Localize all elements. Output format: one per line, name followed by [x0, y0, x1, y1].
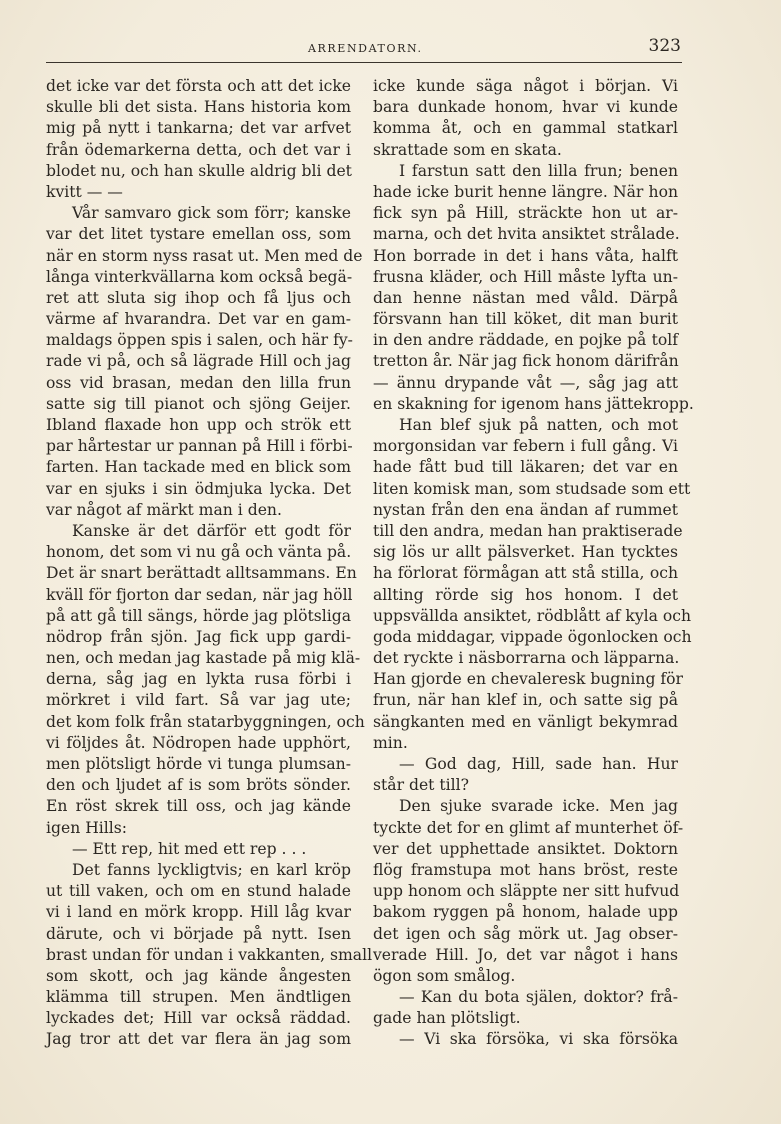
text-line: fick syn på Hill, sträckte hon ut ar-	[373, 204, 678, 223]
text-line: nystan från den ena ändan af rummet	[373, 500, 678, 519]
right-text-column	[373, 76, 694, 1051]
text-line: ögon som smålog.	[373, 966, 516, 985]
text-line: skulle bli det sista. Hans historia kom	[46, 98, 351, 117]
text-line: honom, det som vi nu gå och vänta på.	[46, 543, 352, 562]
text-line: — Vi ska försöka, vi ska försöka	[399, 1030, 678, 1049]
text-line: in den andre räddade, en pojke på tolf	[373, 331, 678, 350]
text-line: det kom folk från statarbyggningen, och	[46, 712, 365, 731]
text-line: långa vinterkvällarna kom också begä-	[46, 267, 353, 286]
text-line: allting rörde sig hos honom. I det	[373, 585, 678, 604]
header-rule	[46, 62, 682, 63]
text-line: — God dag, Hill, sade han. Hur	[399, 755, 678, 773]
text-line: farten. Han tackade med en blick som	[46, 458, 351, 477]
text-line: morgonsidan var febern i full gång. Vi	[373, 437, 678, 456]
text-line: derna, såg jag en lykta rusa förbi i	[46, 670, 351, 689]
text-line: frun, när han klef in, och satte sig på	[373, 691, 678, 710]
text-line: uppsvällda ansiktet, rödblått af kyla och	[373, 606, 692, 625]
text-line: icke kunde säga något i början. Vi	[373, 77, 678, 95]
text-line: när en storm nyss rasat ut. Men med de	[46, 246, 363, 265]
text-line: blodet nu, och han skulle aldrig bli det	[46, 161, 352, 180]
text-line: Han blef sjuk på natten, och mot	[399, 416, 678, 434]
text-line: Kanske är det därför ett godt för	[72, 521, 351, 540]
text-line: En röst skrek till oss, och jag kände	[46, 797, 351, 816]
text-line: Hon borrade in det i hans våta, halft	[373, 246, 678, 265]
text-line: ret att sluta sig ihop och få ljus och	[46, 288, 351, 307]
text-line: ver det upphettade ansiktet. Doktorn	[373, 839, 678, 858]
text-line: Den sjuke svarade icke. Men jag	[399, 797, 678, 816]
text-line: Det fanns lyckligtvis; en karl kröp	[72, 860, 351, 879]
text-line: igen Hills:	[46, 818, 128, 837]
text-line: försvann han till köket, dit man burit	[373, 310, 678, 329]
text-line: var en sjuks i sin ödmjuka lycka. Det	[46, 479, 351, 498]
text-line: det ryckte i näsborrarna och läpparna.	[373, 649, 680, 668]
text-line: maldags öppen spis i salen, och här fy-	[46, 331, 353, 350]
text-line: Ibland flaxade hon upp och strök ett	[46, 416, 351, 434]
text-line: som skott, och jag kände ångesten	[46, 966, 351, 985]
text-line: liten komisk man, som studsade som ett	[373, 479, 691, 498]
text-line: kvitt — —	[46, 182, 123, 201]
text-line: hade icke burit henne längre. När hon	[373, 182, 678, 201]
text-line: det igen och såg mörk ut. Jag obser-	[373, 924, 678, 943]
text-line: lyckades det; Hill var också räddad.	[46, 1009, 351, 1028]
text-line: bara dunkade honom, hvar vi kunde	[373, 98, 678, 117]
text-line: dan henne nästan med våld. Därpå	[373, 288, 678, 307]
text-line: par hårtestar ur pannan på Hill i förbi-	[46, 437, 353, 456]
text-line: goda middagar, vippade ögonlocken och	[373, 627, 692, 646]
text-line: mig på nytt i tankarna; det var arfvet	[46, 119, 351, 138]
text-line: sängkanten med en vänligt bekymrad	[373, 712, 678, 731]
text-line: var det litet tystare emellan oss, som	[46, 225, 351, 244]
text-line: tretton år. När jag fick honom därifrån	[373, 352, 679, 371]
text-line: tyckte det for en glimt af munterhet öf-	[373, 818, 684, 837]
text-line: Han gjorde en chevaleresk bugning för	[373, 670, 684, 689]
text-line: I farstun satt den lilla frun; benen	[399, 161, 678, 180]
text-line: — ännu drypande våt —, såg jag att	[373, 373, 678, 392]
text-line: hade fått bud till läkaren; det var en	[373, 458, 678, 477]
text-line: det icke var det första och att det icke	[46, 77, 351, 95]
text-line: — Kan du bota själen, doktor? frå-	[399, 988, 678, 1007]
text-line: komma åt, och en gammal statkarl	[373, 119, 678, 138]
text-line: på att gå till sängs, hörde jag plötsliga	[46, 606, 351, 625]
text-line: marna, och det hvita ansiktet strålade.	[373, 225, 680, 244]
text-line: Vår samvaro gick som förr; kanske	[72, 204, 351, 223]
page-number: 323	[648, 36, 681, 56]
text-line: ha förlorat förmågan att stå stilla, och	[373, 564, 678, 583]
text-line: rade vi på, och så lägrade Hill och jag	[46, 352, 351, 371]
text-line: skrattade som en skata.	[373, 140, 562, 159]
text-line: en skakning for igenom hans jättekropp.	[373, 394, 694, 413]
text-line: satte sig till pianot och sjöng Geijer.	[46, 394, 351, 413]
text-line: därute, och vi började på nytt. Isen	[46, 924, 351, 943]
text-line: Det är snart berättadt alltsammans. En	[46, 564, 357, 583]
text-line: till den andra, medan han praktiserade	[373, 521, 683, 540]
text-line: bakom ryggen på honom, halade upp	[373, 903, 678, 922]
left-text-column	[46, 76, 373, 1051]
text-line: nen, och medan jag kastade på mig klä-	[46, 649, 361, 668]
text-line: flög framstupa mot hans bröst, reste	[373, 860, 678, 879]
text-line: men plötsligt hörde vi tunga plumsan-	[46, 755, 351, 773]
text-line: min.	[373, 733, 408, 752]
text-line: värme af hvarandra. Det var en gam-	[46, 310, 351, 329]
text-line: klämma till strupen. Men ändtligen	[46, 988, 351, 1007]
text-line: sig lös ur allt pälsverket. Han tycktes	[373, 543, 678, 562]
text-line: gade han plötsligt.	[373, 1009, 521, 1028]
page-header	[46, 38, 681, 60]
running-title: ARRENDATORN.	[308, 42, 423, 55]
text-line: kväll för fjorton dar sedan, när jag höll	[46, 585, 353, 604]
text-line: oss vid brasan, medan den lilla frun	[46, 373, 351, 392]
text-line: Jag tror att det var flera än jag som	[46, 1030, 351, 1049]
text-line: står det till?	[373, 776, 469, 795]
text-line: mörkret i vild fart. Så var jag ute;	[46, 691, 351, 710]
text-line: brast undan för undan i vakkanten, small	[46, 945, 373, 964]
text-line: upp honom och släppte ner sitt hufvud	[373, 882, 680, 901]
text-line: var något af märkt man i den.	[46, 500, 282, 519]
text-line: från ödemarkerna detta, och det var i	[46, 140, 351, 159]
text-line: ut till vaken, och om en stund halade	[46, 882, 351, 901]
text-line: vi i land en mörk kropp. Hill låg kvar	[46, 903, 351, 922]
text-line: frusna kläder, och Hill måste lyfta un-	[373, 267, 678, 286]
text-line: nödrop från sjön. Jag fick upp gardi-	[46, 627, 351, 646]
text-line: — Ett rep, hit med ett rep . . .	[72, 839, 307, 858]
text-line: den och ljudet af is som bröts sönder.	[46, 776, 351, 795]
text-line: verade Hill. Jo, det var något i hans	[373, 945, 678, 964]
text-line: vi följdes åt. Nödropen hade upphört,	[46, 733, 351, 752]
